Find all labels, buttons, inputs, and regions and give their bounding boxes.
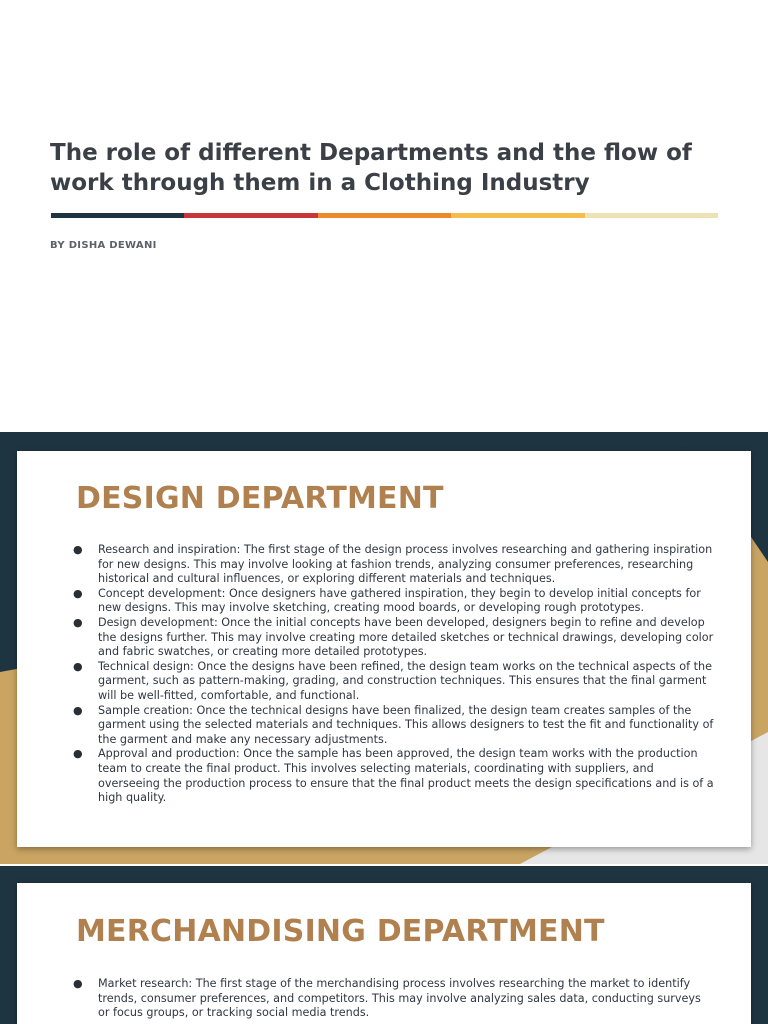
list-item-text: Design development: Once the initial concepts have been developed, designers begin to refine and develop the designs further. This may involve creating more detailed sketches or technical drawings, developing color and fabric swatches, or creating more detailed prototypes. — [98, 615, 714, 659]
bullet-icon: ● — [73, 659, 83, 673]
bullet-list — [75, 977, 715, 1021]
stripe-segment-cream — [585, 213, 718, 218]
title-slide — [0, 0, 768, 432]
design-department-slide — [0, 432, 768, 864]
list-item — [75, 660, 715, 704]
document-title: The role of different Departments and the flow of work through them in a Clothing Industry — [50, 140, 692, 196]
list-item — [75, 977, 715, 1021]
list-item-text: Approval and production: Once the sample has been approved, the design team works with the production team to create the final product. This involves selecting materials, coordinating with suppliers, and overseeing the production process to ensure that the final product meets the design specifications and is of a high quality. — [98, 747, 714, 805]
list-item — [75, 704, 715, 748]
stripe-segment-navy — [51, 213, 184, 218]
stripe-segment-red — [184, 213, 317, 218]
list-item — [75, 587, 715, 616]
list-item — [75, 616, 715, 660]
bullet-list — [75, 543, 715, 806]
stripe-segment-yellow — [451, 213, 584, 218]
list-item-text: Concept development: Once designers have gathered inspiration, they begin to develop initial concepts for new designs. This may involve sketching, creating mood boards, or developing rough prototypes. — [98, 586, 701, 615]
section-heading: MERCHANDISING DEPARTMENT — [76, 914, 605, 949]
bullet-icon: ● — [73, 586, 83, 600]
author-byline: BY DISHA DEWANI — [50, 240, 157, 251]
list-item — [75, 543, 715, 587]
bullet-icon: ● — [73, 977, 83, 990]
stripe-segment-orange — [318, 213, 451, 218]
list-item — [75, 747, 715, 805]
content-card — [17, 883, 751, 1024]
list-item-text: Sample creation: Once the technical designs have been finalized, the design team creates samples of the garment using the selected materials and techniques. This allows designers to test the fit and functionality of the garment and make any necessary adjustments. — [98, 703, 714, 746]
content-card — [17, 451, 751, 847]
bullet-icon: ● — [73, 543, 83, 556]
list-item-text: Research and inspiration: The first stage of the design process involves researching and gathering inspiration for new designs. This may involve looking at fashion trends, analyzing consumer preferences, researching historical and cultural influences, or exploring different materials and techniques. — [98, 543, 713, 586]
bullet-icon: ● — [73, 747, 83, 761]
merchandising-department-slide — [0, 866, 768, 1024]
bullet-icon: ● — [73, 615, 83, 629]
bullet-icon: ● — [73, 703, 83, 717]
section-heading: DESIGN DEPARTMENT — [76, 481, 444, 516]
list-item-text: Market research: The first stage of the merchandising process involves researching the market to identify trends, consumer preferences, and competitors. This may involve analyzing sales data, conducting surveys or focus groups, or tracking social media trends. — [98, 977, 701, 1020]
list-item-text: Technical design: Once the designs have been refined, the design team works on the technical aspects of the garment, such as pattern-making, grading, and construction techniques. This ensures that the final garment will be well-fitted, comfortable, and functional. — [98, 659, 712, 702]
color-stripe — [51, 213, 718, 218]
